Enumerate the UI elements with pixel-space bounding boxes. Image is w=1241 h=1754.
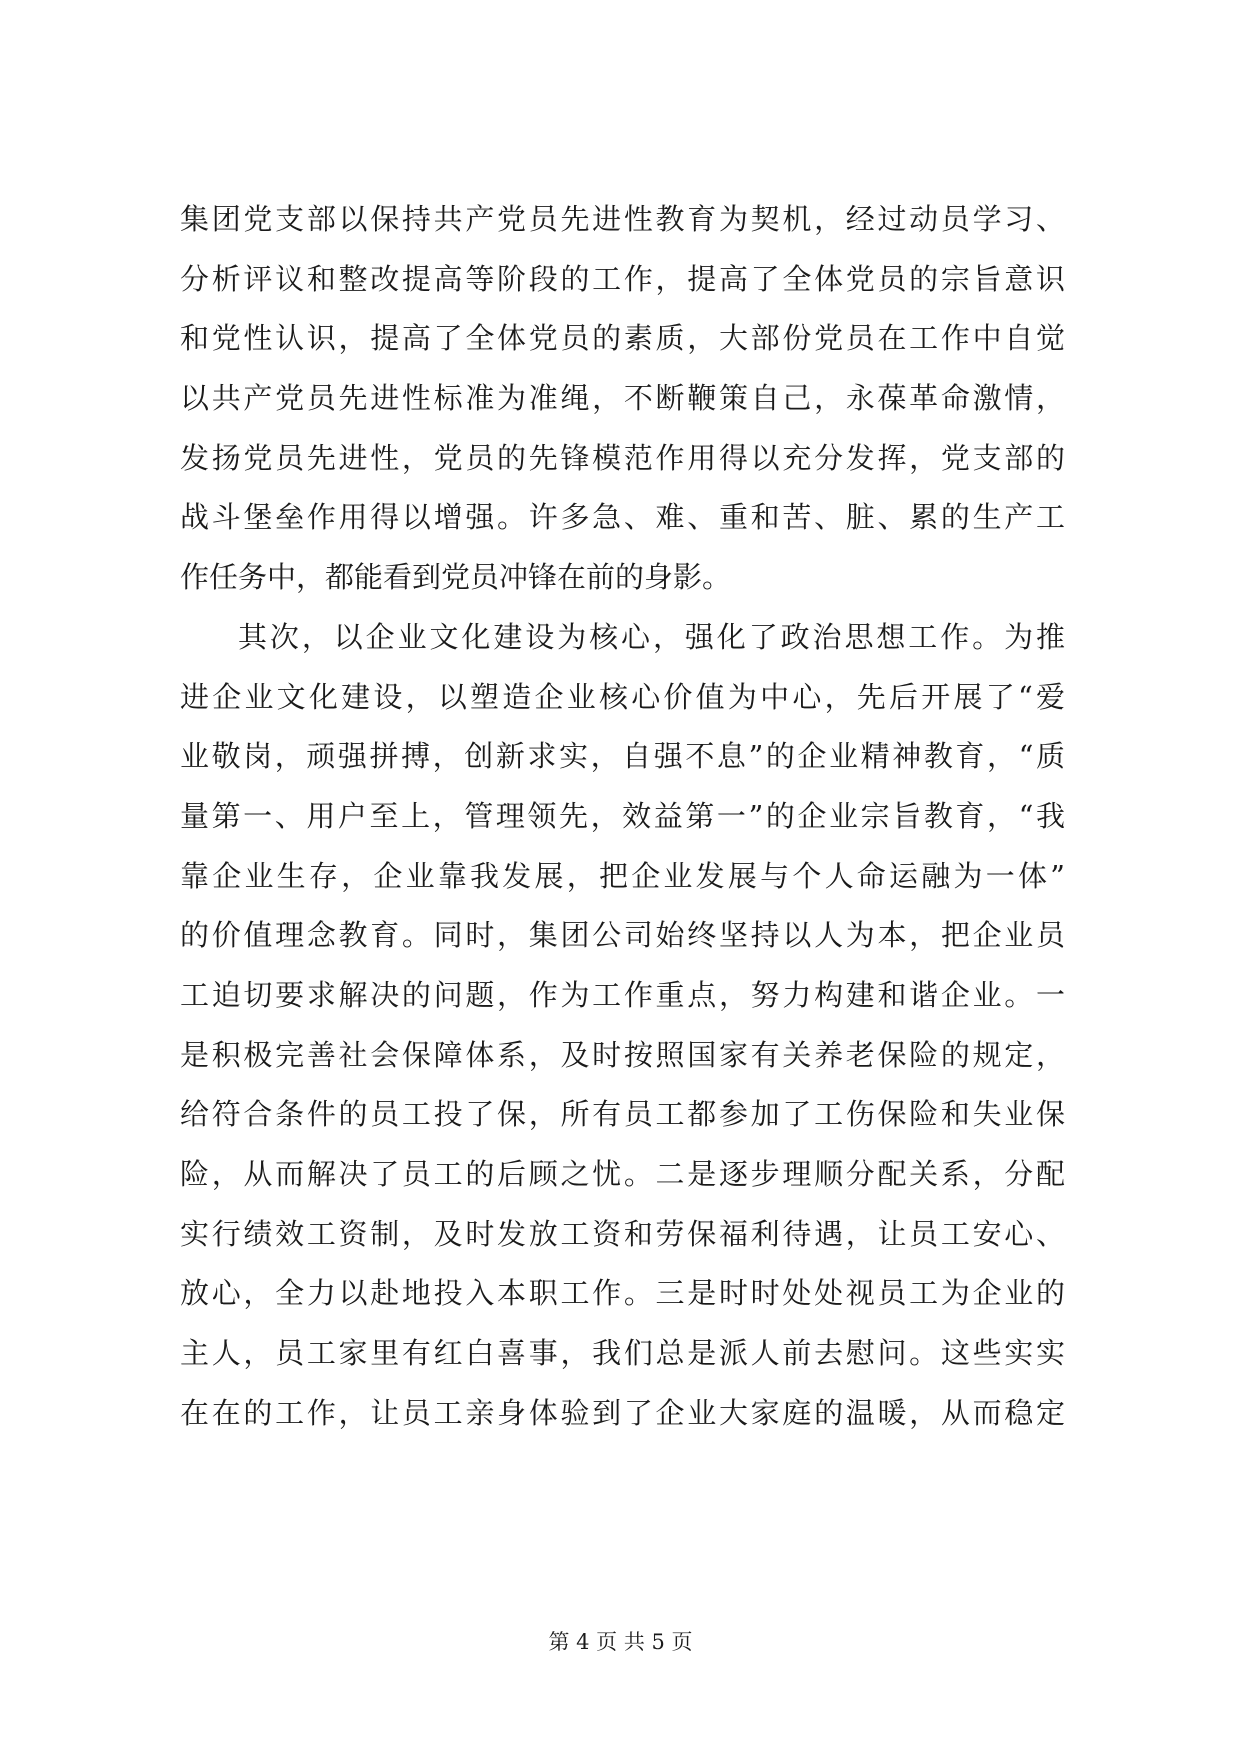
- text-line: 量第一、用户至上，管理领先，效益第一”的企业宗旨教育，“我: [180, 798, 1065, 833]
- text-line: 的价值理念教育。同时，集团公司始终坚持以人为本，把企业员: [180, 918, 1065, 953]
- text-line: 战斗堡垒作用得以增强。许多急、难、重和苦、脏、累的生产工: [180, 500, 1065, 535]
- page-number-footer: 第 4 页 共 5 页: [548, 1630, 693, 1654]
- paragraph-2: [180, 608, 1065, 1444]
- text-line: 在在的工作，让员工亲身体验到了企业大家庭的温暖，从而稳定: [180, 1395, 1065, 1430]
- text-line: 放心，全力以赴地投入本职工作。三是时时处处视员工为企业的: [180, 1276, 1065, 1311]
- text-line: 发扬党员先进性，党员的先锋模范作用得以充分发挥，党支部的: [180, 440, 1065, 475]
- body-text: [180, 190, 1065, 1443]
- text-line: 和党性认识，提高了全体党员的素质，大部份党员在工作中自觉: [180, 321, 1065, 356]
- text-line: 以共产党员先进性标准为准绳，不断鞭策自己，永葆革命激情，: [180, 381, 1065, 416]
- text-line: 分析评议和整改提高等阶段的工作，提高了全体党员的宗旨意识: [180, 261, 1065, 296]
- text-line: 给符合条件的员工投了保，所有员工都参加了工伤保险和失业保: [180, 1097, 1065, 1132]
- text-line: 险，从而解决了员工的后顾之忧。二是逐步理顺分配关系，分配: [180, 1157, 1065, 1191]
- text-line: 靠企业生存，企业靠我发展，把企业发展与个人命运融为一体”: [180, 858, 1065, 893]
- text-line: 主人，员工家里有红白喜事，我们总是派人前去慰问。这些实实: [180, 1336, 1065, 1371]
- text-line: 工迫切要求解决的问题，作为工作重点，努力构建和谐企业。一: [180, 977, 1065, 1012]
- text-line: 进企业文化建设，以塑造企业核心价值为中心，先后开展了“爱: [180, 679, 1065, 714]
- paragraph-1: [180, 190, 1065, 608]
- text-line: 其次，以企业文化建设为核心，强化了政治思想工作。为推: [238, 619, 1065, 654]
- text-line: 作任务中，都能看到党员冲锋在前的身影。: [180, 560, 732, 595]
- text-line: 实行绩效工资制，及时发放工资和劳保福利待遇，让员工安心、: [180, 1216, 1065, 1251]
- text-line: 业敬岗，顽强拼搏，创新求实，自强不息”的企业精神教育，“质: [180, 739, 1065, 774]
- text-line: 集团党支部以保持共产党员先进性教育为契机，经过动员学习、: [180, 202, 1065, 236]
- text-line: 是积极完善社会保障体系，及时按照国家有关养老保险的规定，: [180, 1037, 1065, 1072]
